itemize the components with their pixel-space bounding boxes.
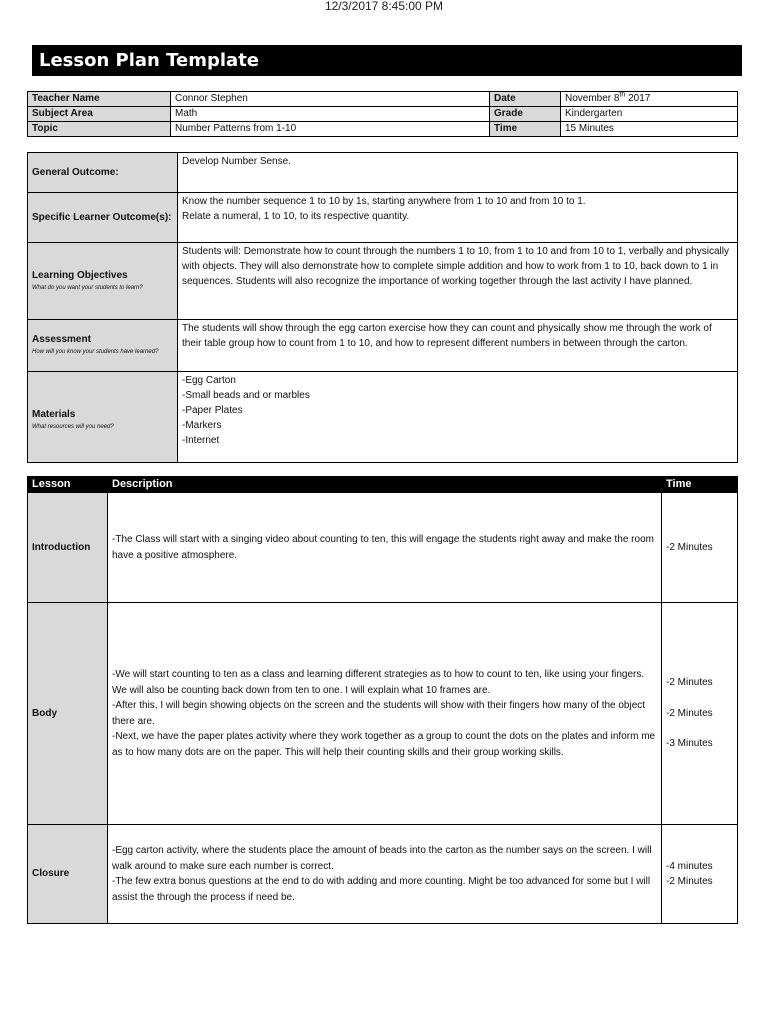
table-row [28,320,738,372]
topic-value: Number Patterns from 1-10 [171,122,490,137]
closure-label: Closure [28,825,108,924]
closure-times [662,825,738,924]
time-label: Time [490,122,561,137]
learning-objectives-value: Students will: Demonstrate how to count through the numbers 1 to 10, from 1 to 10 and from 10 to 1, verbally and physically with objects. They will also demonstrate how to complete simple addition and how to work from 1 to 10, back down to 1 in sequences. Students will also recognize the importance of working together through the last activity I have planned. [178,243,738,320]
introduction-time: -2 Minutes [662,493,738,603]
body-description-line: -We will start counting to ten as a class and learning different strategies as to how to count to ten, like using your fingers. We will also be counting back down from ten to one. I will explain what 10 frames are. [112,669,645,696]
body-time: -2 Minutes [666,707,713,719]
date-value-suffix: th [619,91,626,99]
introduction-label: Introduction [28,493,108,603]
subject-area-value: Math [171,107,490,122]
body-times [662,603,738,825]
table-row [28,153,738,193]
learning-objectives-title: Learning Objectives [32,269,128,281]
body-time: -3 Minutes [666,738,713,750]
grade-label: Grade [490,107,561,122]
specific-outcome-line: Know the number sequence 1 to 10 by 1s, starting anywhere from 1 to 10 and from 10 to 1. [182,196,586,207]
column-header-description: Description [108,477,662,493]
table-row [28,107,738,122]
general-outcome-label: General Outcome: [28,153,178,193]
assessment-hint: How will you know your students have learned? [32,349,159,355]
general-outcome-value: Develop Number Sense. [178,153,738,193]
column-header-time: Time [662,477,738,493]
closure-time: -4 minutes [666,860,713,872]
lesson-info-table [27,91,738,137]
materials-item: -Markers [182,420,222,431]
table-row [28,372,738,463]
specific-outcome-line: Relate a numeral, 1 to 10, to its respective quantity. [182,211,410,222]
date-value [561,92,738,107]
materials-item: -Small beads and or marbles [182,390,310,401]
materials-value [178,372,738,463]
materials-hint: What resources will you need? [32,424,114,430]
body-description-line: -Next, we have the paper plates activity where they work together as a group to count the dots on the plates and inform me as to how many dots are on the paper. This will help their counting skills and their group working skills. [112,731,656,758]
date-value-year: 2017 [625,93,651,104]
table-row [28,825,738,924]
table-row [28,493,738,603]
spacer [666,721,733,736]
teacher-name-label: Teacher Name [28,92,171,107]
teacher-name-value: Connor Stephen [171,92,490,107]
table-header-row [28,477,738,493]
topic-label: Topic [28,122,171,137]
body-time: -2 Minutes [666,677,713,689]
introduction-description: -The Class will start with a singing video about counting to ten, this will engage the students right away and make the room have a positive atmosphere. [108,493,662,603]
body-label: Body [28,603,108,825]
outcomes-table [27,152,738,463]
table-row [28,193,738,243]
body-description-line: -After this, I will begin showing objects on the screen and the students will show with their fingers how many of the object there are. [112,700,646,727]
body-description [108,603,662,825]
specific-outcome-value [178,193,738,243]
materials-item: -Paper Plates [182,405,243,416]
learning-objectives-hint: What do you want your students to learn? [32,284,143,291]
page-title: Lesson Plan Template [32,45,742,76]
closure-time: -2 Minutes [666,876,713,887]
closure-description-line: -Egg carton activity, where the students place the amount of beads into the carton as the number says on the screen. I will walk around to make sure each number is correct. [112,845,652,872]
date-value-main: November 8 [565,93,620,104]
lesson-sequence-table [27,476,738,924]
spacer [666,691,733,706]
closure-description-line: -The few extra bonus questions at the end to do with adding and more counting. Might be too advanced for some but I will assist the through the process if need be. [112,876,651,903]
materials-item: -Internet [182,435,220,446]
closure-description [108,825,662,924]
column-header-lesson: Lesson [28,477,108,493]
subject-area-label: Subject Area [28,107,171,122]
assessment-label [28,320,178,372]
print-timestamp: 12/3/2017 8:45:00 PM [324,0,444,13]
grade-value: Kindergarten [561,107,738,122]
date-label: Date [490,92,561,107]
specific-outcome-label: Specific Learner Outcome(s): [28,193,178,243]
table-row [28,243,738,320]
assessment-value: The students will show through the egg carton exercise how they can count and physically show me through the work of their table group how to count from 1 to 10, and how to represent different numbers in between through the carton. [178,320,738,372]
time-value: 15 Minutes [561,122,738,137]
materials-title: Materials [32,409,76,420]
materials-item: -Egg Carton [182,375,236,386]
table-row [28,122,738,137]
table-row [28,603,738,825]
learning-objectives-label [28,243,178,320]
table-row [28,92,738,107]
assessment-title: Assessment [32,334,91,345]
materials-label [28,372,178,463]
